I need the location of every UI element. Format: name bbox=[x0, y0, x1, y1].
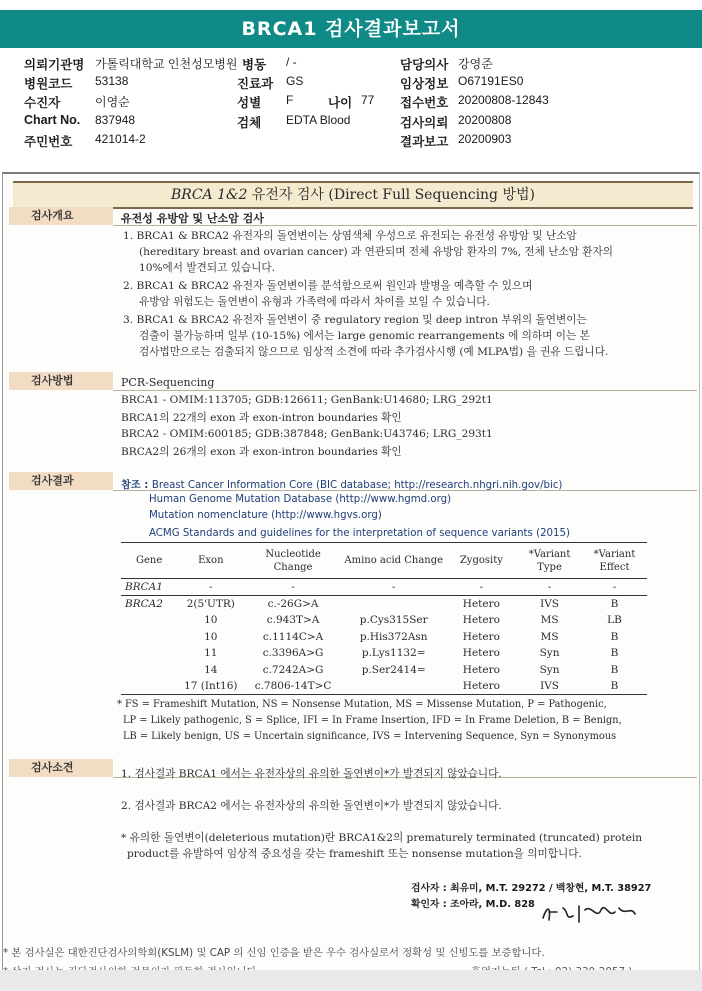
cell-amino bbox=[342, 678, 446, 695]
method-rule bbox=[113, 390, 697, 391]
cell-amino: p.Cys315Ser bbox=[359, 613, 428, 626]
examiner: 검사자 : 최유미, M.T. 29272 / 백창현, M.T. 38927 bbox=[411, 883, 652, 894]
cell-variant-effect: B bbox=[610, 647, 619, 660]
report-heading bbox=[13, 181, 693, 209]
resident-value: 421014-2 bbox=[95, 132, 146, 146]
cell-nucleotide: c.3396A>G bbox=[262, 647, 324, 660]
hospital-code-label: 병원코드 bbox=[24, 77, 73, 91]
cell-exon: - bbox=[177, 579, 244, 596]
cell-zygosity: Hetero bbox=[462, 597, 500, 610]
result-tag: 검사결과 bbox=[9, 472, 113, 490]
chart-value: 837948 bbox=[95, 113, 136, 127]
cell-gene bbox=[121, 612, 177, 629]
col-nucleotide: Nucleotide Change bbox=[244, 543, 341, 579]
cell-variant-type: Syn bbox=[539, 663, 560, 676]
cell-exon: 2(5'UTR) bbox=[186, 597, 235, 610]
cell-exon: 10 bbox=[204, 630, 218, 643]
cell-gene bbox=[121, 645, 177, 662]
cell-variant-type: MS bbox=[540, 630, 559, 643]
sex-value: F bbox=[286, 93, 294, 107]
chart-label: Chart No. bbox=[24, 113, 81, 127]
cell-nucleotide: - bbox=[244, 579, 341, 596]
cell-variant-type: IVS bbox=[540, 597, 560, 610]
cell-gene: BRCA1 bbox=[121, 579, 177, 596]
col-variant-type: *Variant Type bbox=[517, 543, 582, 579]
institution-label: 의뢰기관명 bbox=[24, 58, 85, 72]
cell-exon: 10 bbox=[204, 613, 218, 626]
variant-row bbox=[121, 661, 647, 678]
request-value: 20200808 bbox=[458, 113, 512, 127]
variant-row bbox=[121, 645, 647, 662]
cell-variant-effect: B bbox=[610, 630, 619, 643]
cell-zygosity: Hetero bbox=[462, 663, 500, 676]
variant-row bbox=[121, 595, 647, 612]
header-row-2 bbox=[0, 74, 702, 91]
ref-bic: Breast Cancer Information Core (BIC database; http://research.nhgri.nih.gov/bic) bbox=[151, 480, 563, 491]
result-ref-2: Human Genome Mutation Database (http://www.hgmd.org) bbox=[149, 494, 452, 505]
overview-title: 유전성 유방암 및 난소암 검사 bbox=[121, 212, 264, 225]
col-amino: Amino acid Change bbox=[342, 543, 446, 579]
cell-zygosity: - bbox=[446, 579, 517, 596]
header-row-1 bbox=[0, 55, 702, 72]
variant-table-header bbox=[121, 543, 647, 579]
age-label: 나이 bbox=[328, 96, 353, 110]
finding-note-2: product를 유발하여 임상적 중요성을 갖는 frameshift 또는 nonsense mutation을 의미합니다. bbox=[127, 848, 582, 860]
report-date-label: 결과보고 bbox=[400, 135, 449, 149]
cell-gene: BRCA2 bbox=[125, 597, 163, 610]
sex-label: 성별 bbox=[237, 96, 262, 110]
cell-gene bbox=[121, 678, 177, 695]
report-date-value: 20200903 bbox=[458, 132, 512, 146]
doctor-label: 담당의사 bbox=[400, 58, 449, 72]
age-value: 77 bbox=[361, 93, 375, 107]
cell-zygosity: Hetero bbox=[446, 678, 517, 695]
cell-variant-type: - bbox=[517, 579, 582, 596]
variant-row bbox=[121, 628, 647, 645]
method-line-1: BRCA1 - OMIM:113705; GDB:126611; GenBank:U14680; LRG_292t1 bbox=[121, 394, 493, 406]
overview-line-5: 유방암 위험도는 돌연변이 유형과 가족력에 따라서 차이를 보일 수 있습니다. bbox=[139, 296, 490, 308]
cell-variant-effect: B bbox=[610, 663, 619, 676]
header-row-5 bbox=[0, 132, 702, 149]
institution-value: 가톨릭대학교 인천성모병원 bbox=[95, 57, 238, 71]
overview-line-3: 10%에서 발견되고 있습니다. bbox=[139, 262, 275, 274]
overview-line-2: (hereditary breast and ovarian cancer) 과 연관되며 전체 유방암 환자의 7%, 전체 난소암 환자의 bbox=[139, 246, 613, 258]
footer-line-1: * 본 검사실은 대한진단검사의학회(KSLM) 및 CAP 의 신임 인증을 받은 우수 검사실로서 정확성 및 신빙도를 보증합니다. bbox=[3, 947, 545, 959]
cell-zygosity: Hetero bbox=[462, 647, 500, 660]
finding-tag: 검사소견 bbox=[9, 759, 113, 777]
overview-tag: 검사개요 bbox=[9, 207, 113, 225]
request-label: 검사의뢰 bbox=[400, 116, 449, 130]
dept-value: GS bbox=[286, 74, 304, 88]
variant-table-body bbox=[121, 579, 647, 695]
report-title: BRCA1 검사결과보고서 bbox=[0, 10, 702, 48]
footnote-line-2: LP = Likely pathogenic, S = Splice, IFI = In Frame Insertion, IFD = In Frame Deletion, B = Benign, bbox=[123, 715, 622, 726]
report-heading-gene: BRCA 1&2 bbox=[171, 187, 248, 203]
overview-line-4: 2. BRCA1 & BRCA2 유전자 돌연변이를 분석함으로써 원인과 발병을 예측할 수 있으며 bbox=[123, 280, 533, 292]
ref-label: 참조 : bbox=[121, 480, 152, 491]
variant-row bbox=[121, 579, 647, 596]
method-tag: 검사방법 bbox=[9, 372, 113, 390]
signature-image bbox=[539, 898, 639, 926]
result-ref-3: Mutation nomenclature (http://www.hgvs.org) bbox=[149, 510, 382, 521]
cell-nucleotide: c.943T>A bbox=[266, 613, 320, 626]
ward-label: 병동 bbox=[242, 58, 267, 72]
overview-line-7: 검출이 불가능하며 일부 (10-15%) 에서는 large genomic rearrangements 에 의하며 이는 본 bbox=[139, 330, 590, 342]
header-row-4 bbox=[0, 113, 702, 130]
bottom-band bbox=[0, 970, 702, 991]
patient-value: 이영순 bbox=[95, 95, 130, 109]
cell-variant-effect: LB bbox=[607, 613, 622, 626]
col-exon: Exon bbox=[177, 543, 244, 579]
scanned-report bbox=[2, 172, 700, 972]
cell-variant-type: Syn bbox=[539, 647, 560, 660]
method-title: PCR-Sequencing bbox=[121, 376, 215, 389]
cell-exon: 14 bbox=[204, 663, 218, 676]
dept-label: 진료과 bbox=[237, 77, 274, 91]
col-zygosity: Zygosity bbox=[446, 543, 517, 579]
doctor-value: 강영준 bbox=[458, 57, 493, 71]
cell-variant-type: IVS bbox=[517, 678, 582, 695]
clinical-value: O67191ES0 bbox=[458, 74, 524, 88]
overview-line-6: 3. BRCA1 & BRCA2 유전자 돌연변이 중 regulatory region 및 deep intron 부위의 돌연변이는 bbox=[123, 314, 587, 326]
result-ref-1 bbox=[121, 476, 562, 491]
method-line-4: BRCA2의 26개의 exon 과 exon-intron boundaries 확인 bbox=[121, 446, 402, 458]
variant-row bbox=[121, 678, 647, 695]
report-heading-text: 유전자 검사 (Direct Full Sequencing 방법) bbox=[247, 187, 535, 203]
cell-nucleotide: c.-26G>A bbox=[267, 597, 319, 610]
cell-amino: p.His372Asn bbox=[359, 630, 428, 643]
result-ref-4: ACMG Standards and guidelines for the interpretation of sequence variants (2015) bbox=[149, 528, 570, 539]
header-row-3 bbox=[0, 93, 702, 110]
col-variant-effect: *Variant Effect bbox=[582, 543, 647, 579]
receipt-value: 20200808-12843 bbox=[458, 93, 549, 107]
footnote-line-3: LB = Likely benign, US = Uncertain significance, IVS = Intervening Sequence, Syn = Synonymous bbox=[123, 731, 617, 742]
resident-label: 주민번호 bbox=[24, 135, 73, 149]
method-line-2: BRCA1의 22개의 exon 과 exon-intron boundaries 확인 bbox=[121, 412, 402, 424]
cell-nucleotide: c.7806-14T>C bbox=[244, 678, 341, 695]
variant-row bbox=[121, 612, 647, 629]
overview-line-8: 검사법만으로는 검출되지 않으므로 임상적 소견에 따라 추가검사시행 (예 MLPA법) 을 권유 드립니다. bbox=[139, 346, 609, 358]
hospital-code-value: 53138 bbox=[95, 74, 129, 88]
finding-note-1: * 유의한 돌연변이(deleterious mutation)란 BRCA1&2의 prematurely terminated (truncated) protein bbox=[121, 832, 643, 844]
cell-nucleotide: c.7242A>G bbox=[262, 663, 324, 676]
ward-value: / - bbox=[286, 55, 297, 69]
footnote-line-1: * FS = Frameshift Mutation, NS = Nonsense Mutation, MS = Missense Mutation, P = Pathogenic, bbox=[117, 699, 607, 710]
cell-exon: 11 bbox=[204, 647, 218, 660]
variant-table bbox=[121, 542, 647, 695]
cell-amino: - bbox=[342, 579, 446, 596]
specimen-value: EDTA Blood bbox=[286, 113, 351, 127]
receipt-label: 접수번호 bbox=[400, 96, 449, 110]
overview-line-1: 1. BRCA1 & BRCA2 유전자의 돌연변이는 상염색체 우성으로 유전되는 유전성 유방암 및 난소암 bbox=[123, 230, 577, 242]
clinical-label: 임상정보 bbox=[400, 77, 449, 91]
cell-variant-effect: B bbox=[610, 597, 619, 610]
cell-variant-effect: - bbox=[582, 579, 647, 596]
cell-nucleotide: c.1114C>A bbox=[262, 630, 324, 643]
cell-gene bbox=[121, 661, 177, 678]
confirmer: 확인자 : 조아라, M.D. 828 bbox=[411, 899, 535, 910]
cell-variant-effect: B bbox=[582, 678, 647, 695]
cell-variant-type: MS bbox=[540, 613, 559, 626]
finding-line-1: 1. 검사결과 BRCA1 에서는 유전자상의 유의한 돌연변이*가 발견되지 않았습니다. bbox=[121, 768, 502, 780]
cell-exon: 17 (Int16) bbox=[177, 678, 244, 695]
patient-label: 수진자 bbox=[24, 96, 61, 110]
cell-zygosity: Hetero bbox=[462, 630, 500, 643]
finding-line-2: 2. 검사결과 BRCA2 에서는 유전자상의 유의한 돌연변이*가 발견되지 않았습니다. bbox=[121, 800, 502, 812]
cell-gene bbox=[121, 628, 177, 645]
method-line-3: BRCA2 - OMIM:600185; GDB:387848; GenBank:U43746; LRG_293t1 bbox=[121, 428, 493, 440]
col-gene: Gene bbox=[121, 543, 177, 579]
cell-zygosity: Hetero bbox=[462, 613, 500, 626]
cell-amino: p.Ser2414= bbox=[361, 663, 426, 676]
specimen-label: 검체 bbox=[237, 116, 262, 130]
cell-amino bbox=[342, 595, 446, 612]
cell-amino: p.Lys1132= bbox=[361, 647, 426, 660]
